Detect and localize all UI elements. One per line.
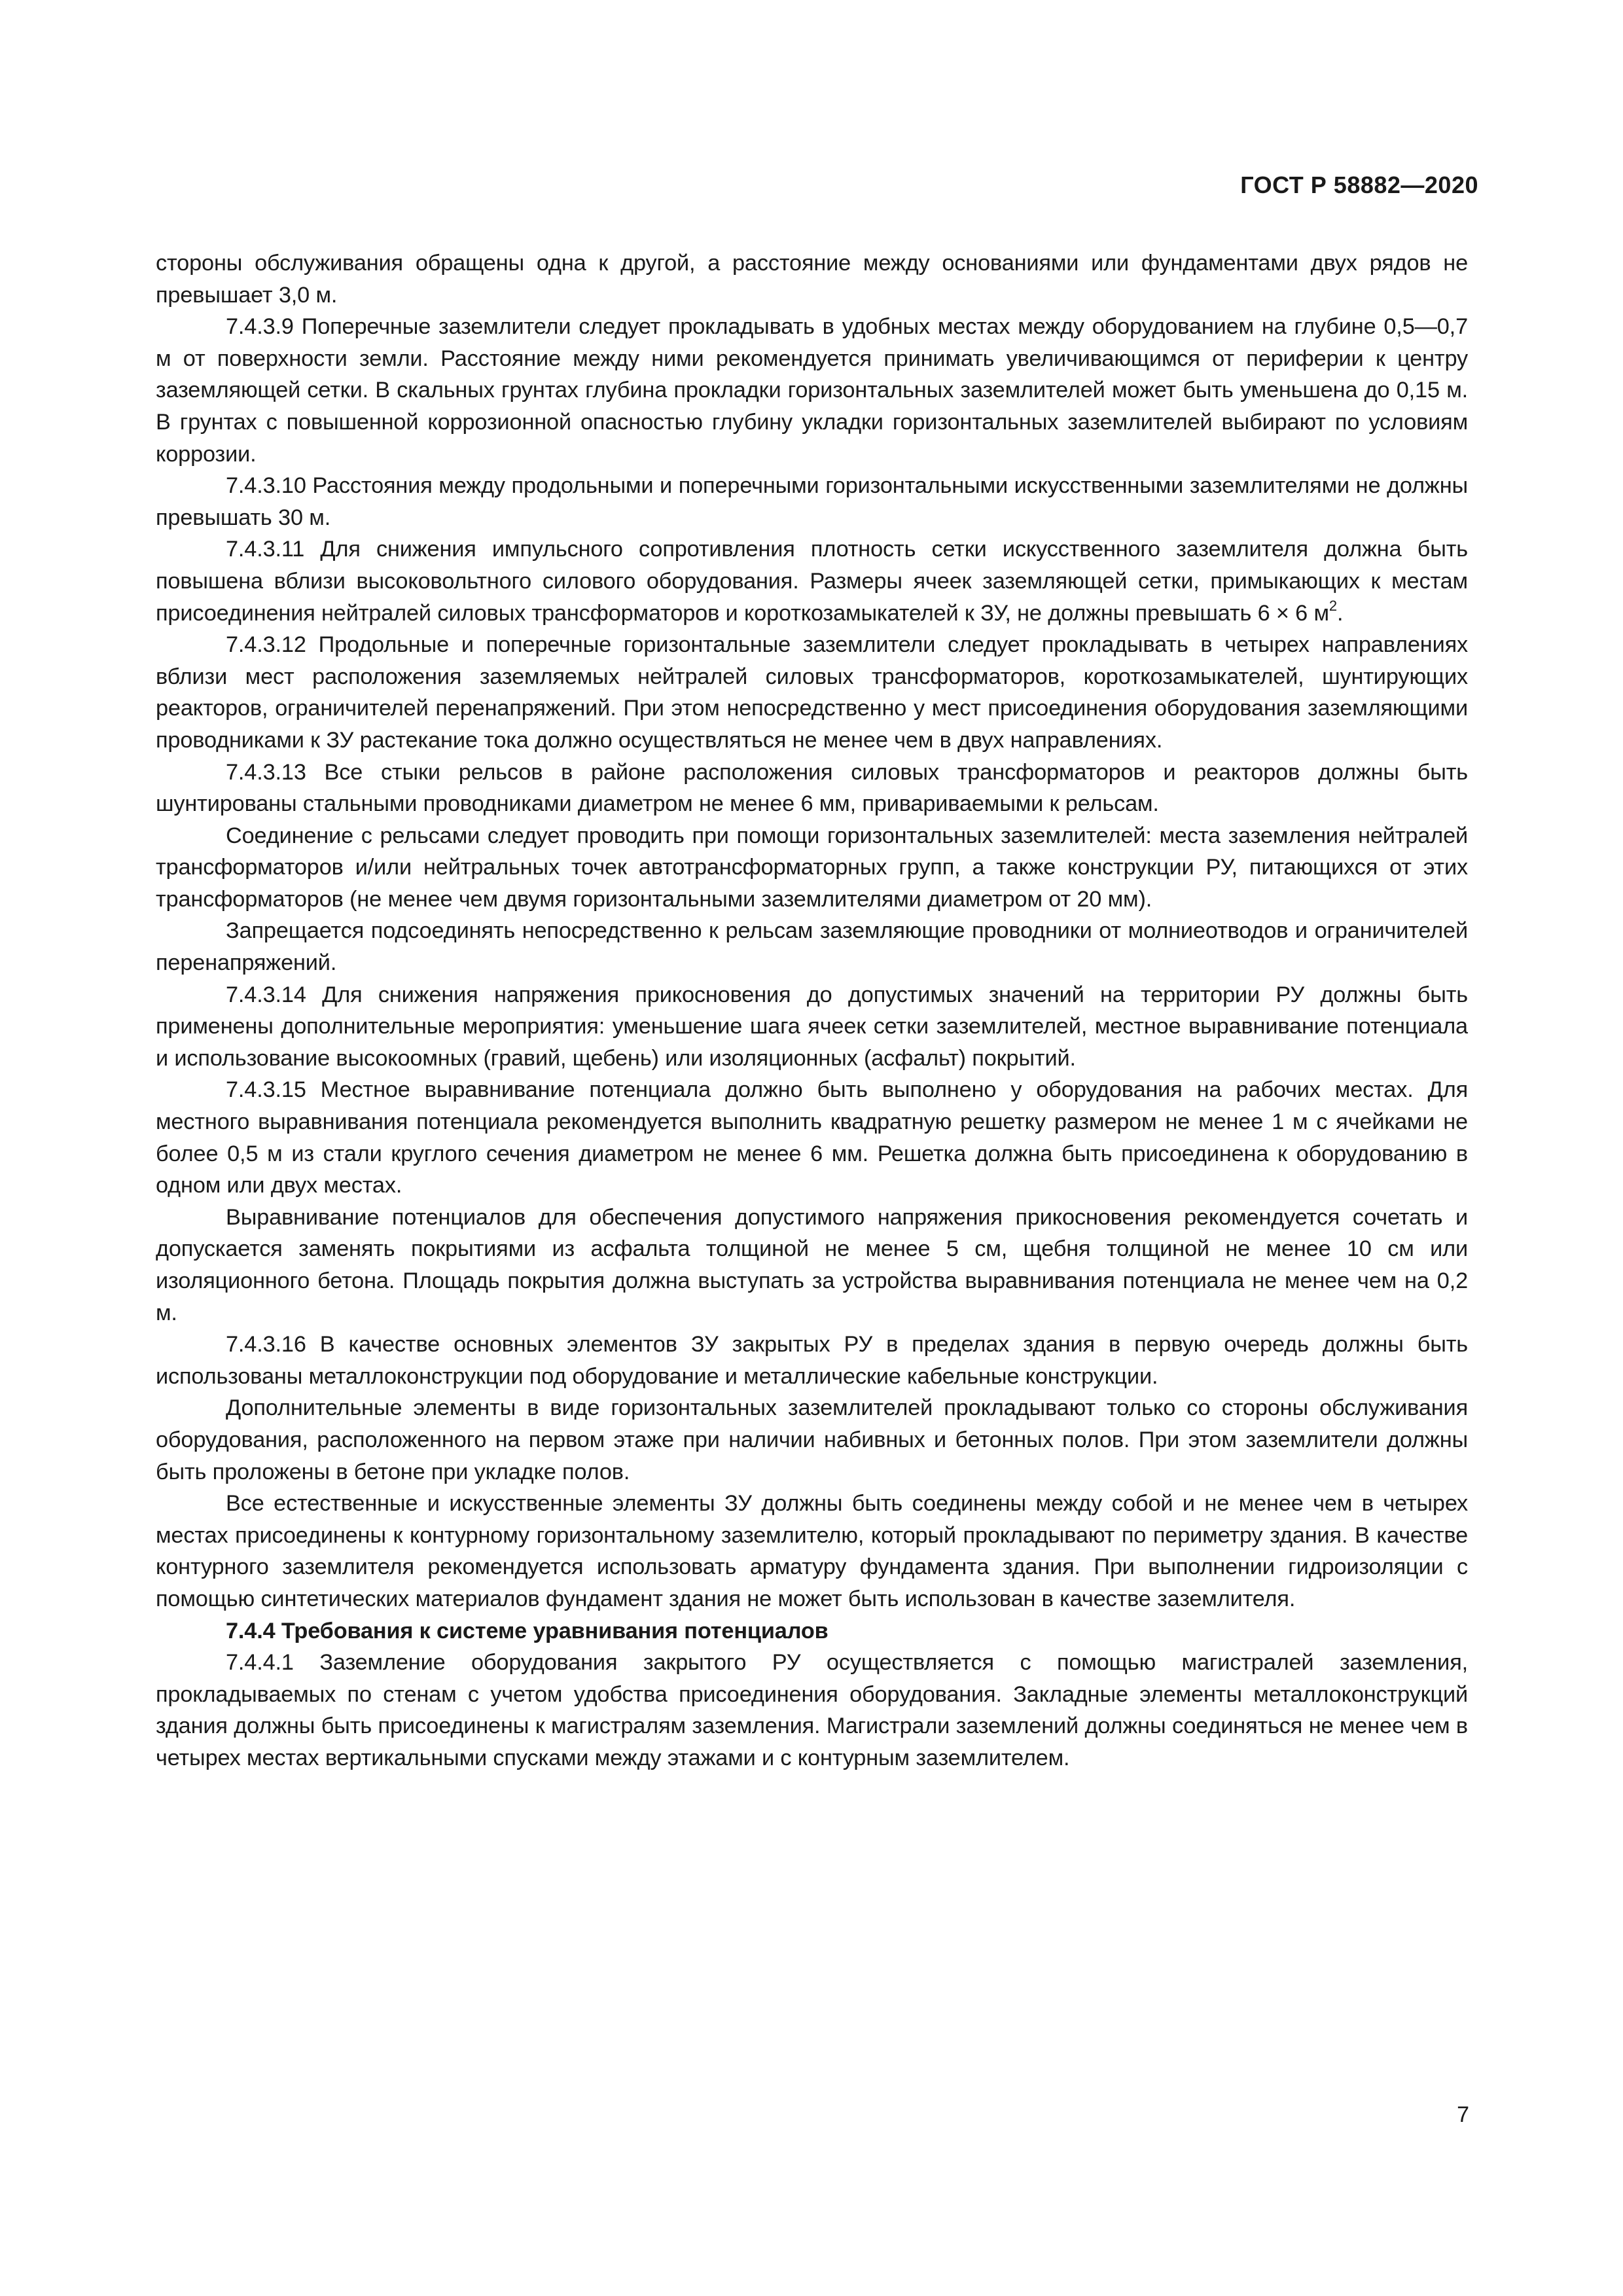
section-heading-7-4-4: 7.4.4 Требования к системе уравнивания потенциалов xyxy=(226,1618,829,1643)
paragraph-prohibition: Запрещается подсоединять непосредственно к рельсам заземляющие проводники от молниеотводов и ограничителей перенапряжений. xyxy=(156,918,1468,976)
paragraph-7-4-3-14: 7.4.3.14 Для снижения напряжения прикосновения до допустимых значений на территории РУ должны быть применены дополнительные мероприятия: уменьшение шага ячеек сетки заземлителей, местное выравнивание потенциала и использование высокоомных (гравий, щебень) или изоляционных (асфальт) покрытий. xyxy=(156,982,1468,1071)
paragraph-natural-elements: Все естественные и искусственные элементы ЗУ должны быть соединены между собой и не менее чем в четырех местах присоединены к контурному горизонтальному заземлителю, который прокладывают по периметру здания. В качестве контурного заземлителя рекомендуется использовать арматуру фундамента здания. При выполнении гидроизоляции с помощью синтетических материалов фундамент здания не может быть использован в качестве заземлителя. xyxy=(156,1491,1468,1611)
page-number: 7 xyxy=(1457,2102,1469,2127)
paragraph-7-4-3-15: 7.4.3.15 Местное выравнивание потенциала должно быть выполнено у оборудования на рабочих местах. Для местного выравнивания потенциала рекомендуется выполнить квадратную решетку размером не менее 1 м с ячейками не более 0,5 м из стали круглого сечения диаметром не менее 6 мм. Решетка должна быть присоединена к оборудованию в одном или двух местах. xyxy=(156,1077,1468,1198)
document-header: ГОСТ Р 58882—2020 xyxy=(1240,171,1478,198)
paragraph-continuation: стороны обслуживания обращены одна к другой, а расстояние между основаниями или фундаментами двух рядов не превышает 3,0 м. xyxy=(156,251,1468,308)
square-superscript: 2 xyxy=(1329,598,1337,615)
paragraph-7-4-4-1: 7.4.4.1 Заземление оборудования закрытого РУ осуществляется с помощью магистралей заземления, прокладываемых по стенам с учетом удобства присоединения оборудования. Закладные элементы металлоконструкций здания должны быть присоединены к магистралям заземления. Магистрали заземлений должны соединяться не менее чем в четырех местах вертикальными спусками между этажами и с контурным заземлителем. xyxy=(156,1650,1468,1770)
paragraph-rails-connection: Соединение с рельсами следует проводить при помощи горизонтальных заземлителей: места заземления нейтралей трансформаторов и/или нейтральных точек автотрансформаторных групп, а также конструкции РУ, питающихся от этих трансформаторов (не менее чем двумя горизонтальными заземлителями диаметром от 20 мм). xyxy=(156,823,1468,912)
paragraph-potential-equalization: Выравнивание потенциалов для обеспечения допустимого напряжения прикосновения рекомендуется сочетать и допускается заменять покрытиями из асфальта толщиной не менее 5 см, щебня толщиной не менее 10 см или изоляционного бетона. Площадь покрытия должна выступать за устройства выравнивания потенциала не менее чем на 0,2 м. xyxy=(156,1204,1468,1325)
paragraph-additional-elements: Дополнительные элементы в виде горизонтальных заземлителей прокладывают только со стороны обслуживания оборудования, расположенного на первом этаже при наличии набивных и бетонных полов. При этом заземлители должны быть проложены в бетоне при укладке полов. xyxy=(156,1395,1468,1484)
paragraph-7-4-3-10: 7.4.3.10 Расстояния между продольными и поперечными горизонтальными искусственными заземлителями не должны превышать 30 м. xyxy=(156,473,1468,530)
paragraph-7-4-3-11-period: . xyxy=(1337,600,1344,626)
paragraph-7-4-3-11-text: 7.4.3.11 Для снижения импульсного сопротивления плотность сетки искусственного заземлителя должна быть повышена вблизи высоковольтного силового оборудования. Размеры ячеек заземляющей сетки, примыкающих к местам присоединения нейтралей силовых трансформаторов и короткозамыкателей к ЗУ, не должны превышать 6 × 6 м xyxy=(156,537,1468,626)
paragraph-7-4-3-11 xyxy=(156,533,1468,629)
paragraph-7-4-3-12: 7.4.3.12 Продольные и поперечные горизонтальные заземлители следует прокладывать в четырех направлениях вблизи мест расположения заземляемых нейтралей силовых трансформаторов, короткозамыкателей, шунтирующих реакторов, ограничителей перенапряжений. При этом непосредственно у мест присоединения оборудования заземляющими проводниками к ЗУ растекание тока должно осуществляться не менее чем в двух направлениях. xyxy=(156,632,1468,753)
paragraph-7-4-3-13: 7.4.3.13 Все стыки рельсов в районе расположения силовых трансформаторов и реакторов должны быть шунтированы стальными проводниками диаметром не менее 6 мм, привариваемыми к рельсам. xyxy=(156,759,1468,817)
document-body xyxy=(156,247,1468,1774)
paragraph-7-4-3-9: 7.4.3.9 Поперечные заземлители следует прокладывать в удобных местах между оборудованием на глубине 0,5—0,7 м от поверхности земли. Расстояние между ними рекомендуется принимать увеличивающимся от периферии к центру заземляющей сетки. В скальных грунтах глубина прокладки горизонтальных заземлителей может быть уменьшена до 0,15 м. В грунтах с повышенной коррозионной опасностью глубину укладки горизонтальных заземлителей выбирают по условиям коррозии. xyxy=(156,314,1468,467)
paragraph-7-4-3-16: 7.4.3.16 В качестве основных элементов ЗУ закрытых РУ в пределах здания в первую очередь должны быть использованы металлоконструкции под оборудование и металлические кабельные конструкции. xyxy=(156,1332,1468,1389)
